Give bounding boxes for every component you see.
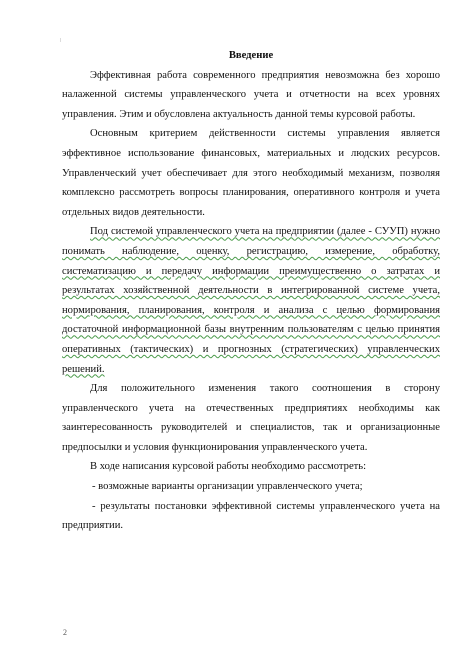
document-body[interactable] — [62, 46, 440, 536]
paragraph-intro: Эффективная работа современного предприятия невозможна без хорошо налаженной системы управленческого учета и отчетности на всех уровнях управления. Этим и обусловлена актуальность данной темы курсовой работы. — [62, 69, 440, 120]
paragraph-definition: Под системой управленческого учета на предприятии (далее - СУУП) нужно понимать наблюдение, оценку, регистрацию, измерение, обработку, систематизацию и передачу информации преимущественно о затратах и результатах хозяйственной деятельности в интегрированной системе учета, нормирования, планирования, контроля и анализа с целью формирования достаточной информационной базы внутренним пользователям с целью принятия оперативных (тактических) и прогнозных (стратегических) управленческих решений. — [62, 226, 440, 375]
list-item: - результаты постановки эффективной системы управленческого учета на предприятии. — [62, 500, 440, 532]
paragraph-tasks: В ходе написания курсовой работы необходимо рассмотреть: — [90, 461, 367, 473]
section-title: Введение — [228, 50, 274, 61]
page-number: 2 — [63, 628, 67, 637]
paragraph-change: Для положительного изменения такого соотношения в сторону управленческого учета на отечественных предприятиях необходимы как заинтересованность руководителей и специалистов, так и организационные предпосылки и условия функционирования управленческого учета. — [62, 383, 440, 453]
list-item: - возможные варианты организации управленческого учета; — [92, 481, 363, 493]
paragraph-criterion: Основным критерием действенности системы управления является эффективное использование финансовых, материальных и людских ресурсов. Управленческий учет обеспечивает для этого необходимый механизм, позволяя комплексно рассмотреть вопросы планирования, оперативного контроля и учета отдельных видов деятельности. — [62, 128, 440, 218]
page-corner-mark — [60, 38, 61, 42]
